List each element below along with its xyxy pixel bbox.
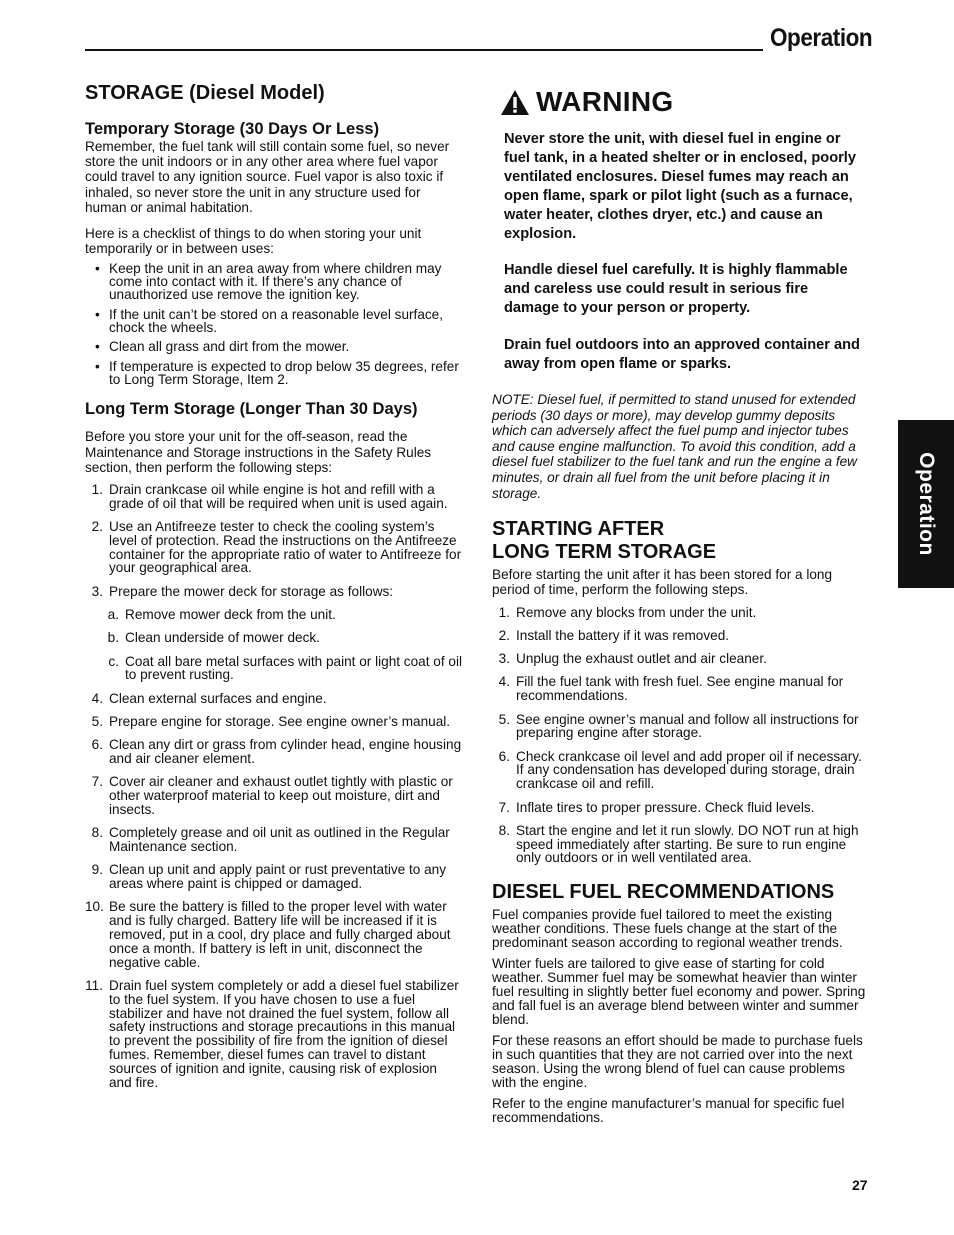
list-item: 10. Be sure the battery is filled to the proper level with water and is fully charged. Battery life will be increased if it is removed, put in a cool, dry place and fully charged about once a month. If battery is left in unit, disconnect the negative cable. xyxy=(85,899,451,970)
temporary-storage-para-1: Remember, the fuel tank will still contain some fuel, so never store the unit indoors or in any other area where fuel vapor could travel to any ignition source. Fuel vapor is also toxic if inhaled, so never store the unit in any structure used for human or animal habitation. xyxy=(85,139,450,215)
list-item: 6. Check crankcase oil level and add proper oil if necessary. If any condensation has developed during storage, drain crankcase oil and refill. xyxy=(498,748,862,792)
warning-body xyxy=(504,130,864,374)
diesel-paragraph: Winter fuels are tailored to give ease of starting for cold weather. Summer fuel may be somewhat heavier than winter fuel resulting in slightly better fuel economy and power. Spring and fall fuel is an average blend between winter and summer blend. xyxy=(492,956,866,1028)
diesel-fuel-section xyxy=(492,908,872,1125)
header-rule xyxy=(85,49,763,51)
diesel-note: NOTE: Diesel fuel, if permitted to stand unused for extended periods (30 days or more), may develop gummy deposits which can adversely affect the fuel pump and injector tubes and cause engine malfunction. To avoid this condition, add a diesel fuel stabilizer to the fuel tank and run the engine a few minutes, or drain all fuel from the unit before placing it in storage. xyxy=(492,391,858,501)
page-number: 27 xyxy=(852,1177,868,1193)
list-item: 7. Cover air cleaner and exhaust outlet tightly with plastic or other waterproof material to keep out moisture, dirt and insects. xyxy=(91,774,453,817)
diesel-paragraph: Refer to the engine manufacturer’s manual for specific fuel recommendations. xyxy=(492,1096,845,1126)
right-column xyxy=(492,82,872,1132)
list-item: • If temperature is expected to drop below 35 degrees, refer to Long Term Storage, Item 2. xyxy=(95,359,459,387)
list-item: • If the unit can’t be stored on a reasonable level surface, chock the wheels. xyxy=(95,306,444,335)
warning-header xyxy=(500,82,872,122)
temporary-checklist xyxy=(85,263,463,386)
list-item: 3. Unplug the exhaust outlet and air cleaner. xyxy=(498,651,767,667)
list-item: b. Clean underside of mower deck. xyxy=(107,630,320,646)
list-item: 2. Use an Antifreeze tester to check the cooling system’s level of protection. Read the instructions on the Antifreeze container for the appropriate ratio of water to Antifreeze for your geographical area. xyxy=(91,519,462,576)
list-item: • Clean all grass and dirt from the mower. xyxy=(95,339,350,355)
list-item: 4. Clean external surfaces and engine. xyxy=(91,690,327,706)
temporary-storage-para-2: Here is a checklist of things to do when storing your unit temporarily or in between uses: xyxy=(85,226,422,257)
long-term-steps xyxy=(85,483,463,1089)
list-item: 1. Remove any blocks from under the unit. xyxy=(498,604,757,620)
long-term-storage-title: Long Term Storage (Longer Than 30 Days) xyxy=(85,399,418,418)
list-item: • Keep the unit in an area away from where children may come into contact with it. If there’s any chance of unauthorized use remove the ignition key. xyxy=(95,261,442,303)
temporary-storage-title: Temporary Storage (30 Days Or Less) xyxy=(85,120,380,138)
starting-para: Before starting the unit after it has been stored for a long period of time, perform the following steps. xyxy=(492,567,833,598)
diesel-paragraph: Fuel companies provide fuel tailored to meet the existing weather conditions. These fuels change at the start of the predominant season according to regional weather trends. xyxy=(492,907,843,951)
list-item: 5. See engine owner’s manual and follow all instructions for preparing engine after storage. xyxy=(498,711,859,741)
warning-paragraph: Handle diesel fuel carefully. It is highly flammable and careless use could result in serious fire damage to your person or property. xyxy=(504,262,848,317)
warning-title: WARNING xyxy=(536,86,674,117)
starting-after-storage-title: STARTING AFTER LONG TERM STORAGE xyxy=(492,518,717,564)
side-tab-label: Operation xyxy=(915,452,938,556)
side-tab-operation xyxy=(898,420,954,588)
list-item: 9. Clean up unit and apply paint or rust preventative to any areas where paint is chipped or damaged. xyxy=(91,862,447,892)
page-section-title: Operation xyxy=(770,24,873,52)
warning-paragraph: Drain fuel outdoors into an approved container and away from open flame or sparks. xyxy=(504,337,860,373)
starting-steps xyxy=(492,606,872,866)
warning-paragraph: Never store the unit, with diesel fuel in engine or fuel tank, in a heated shelter or in enclosed, poorly ventilated enclosures. Diesel fumes may reach an open flame, spark or pilot light (such as a furnace, water heater, clothes dryer, etc.) and cause an explosion. xyxy=(504,131,856,242)
list-item: 8. Completely grease and oil unit as outlined in the Regular Maintenance section. xyxy=(91,825,450,855)
storage-title: STORAGE (Diesel Model) xyxy=(85,82,325,104)
list-item: a. Remove mower deck from the unit. xyxy=(107,606,336,622)
list-item: 2. Install the battery if it was removed. xyxy=(498,627,730,643)
diesel-paragraph: For these reasons an effort should be made to purchase fuels in such quantities that they are not carried over into the next season. Using the wrong blend of fuel can cause problems with the engine. xyxy=(492,1033,863,1091)
list-item: 4. Fill the fuel tank with fresh fuel. See engine manual for recommendations. xyxy=(498,674,844,704)
warning-triangle-icon xyxy=(500,89,530,116)
list-item: 1. Drain crankcase oil while engine is hot and refill with a grade of oil that will be required when unit is used again. xyxy=(91,481,448,511)
list-item: 3. Prepare the mower deck for storage as follows: xyxy=(91,583,394,599)
list-item: 11. Drain fuel system completely or add a diesel fuel stabilizer to the fuel system. If you have chosen to use a fuel stabilizer and have not drained the fuel system, follow all safety instructions and storage precautions in this manual to prevent the possibility of fire from the ignition of diesel fumes. Remember, diesel fumes can travel to distant sources of ignition and ignite, causing risk of explosion and fire. xyxy=(85,977,459,1090)
list-item: 6. Clean any dirt or grass from cylinder head, engine housing and air cleaner element. xyxy=(91,737,462,767)
list-item: c. Coat all bare metal surfaces with paint or light coat of oil to prevent rusting. xyxy=(108,653,462,683)
diesel-fuel-title: DIESEL FUEL RECOMMENDATIONS xyxy=(492,881,835,904)
list-item: 8. Start the engine and let it run slowly. DO NOT run at high speed immediately after starting. Be sure to run engine only outdoors or in well ventilated area. xyxy=(498,822,859,866)
left-column xyxy=(85,82,463,1099)
list-item: 7. Inflate tires to proper pressure. Check fluid levels. xyxy=(498,799,815,815)
list-item: 5. Prepare engine for storage. See engine owner’s manual. xyxy=(91,713,451,729)
long-term-storage-para: Before you store your unit for the off-season, read the Maintenance and Storage instructions in the Safety Rules section, then perform the following steps: xyxy=(85,429,432,475)
